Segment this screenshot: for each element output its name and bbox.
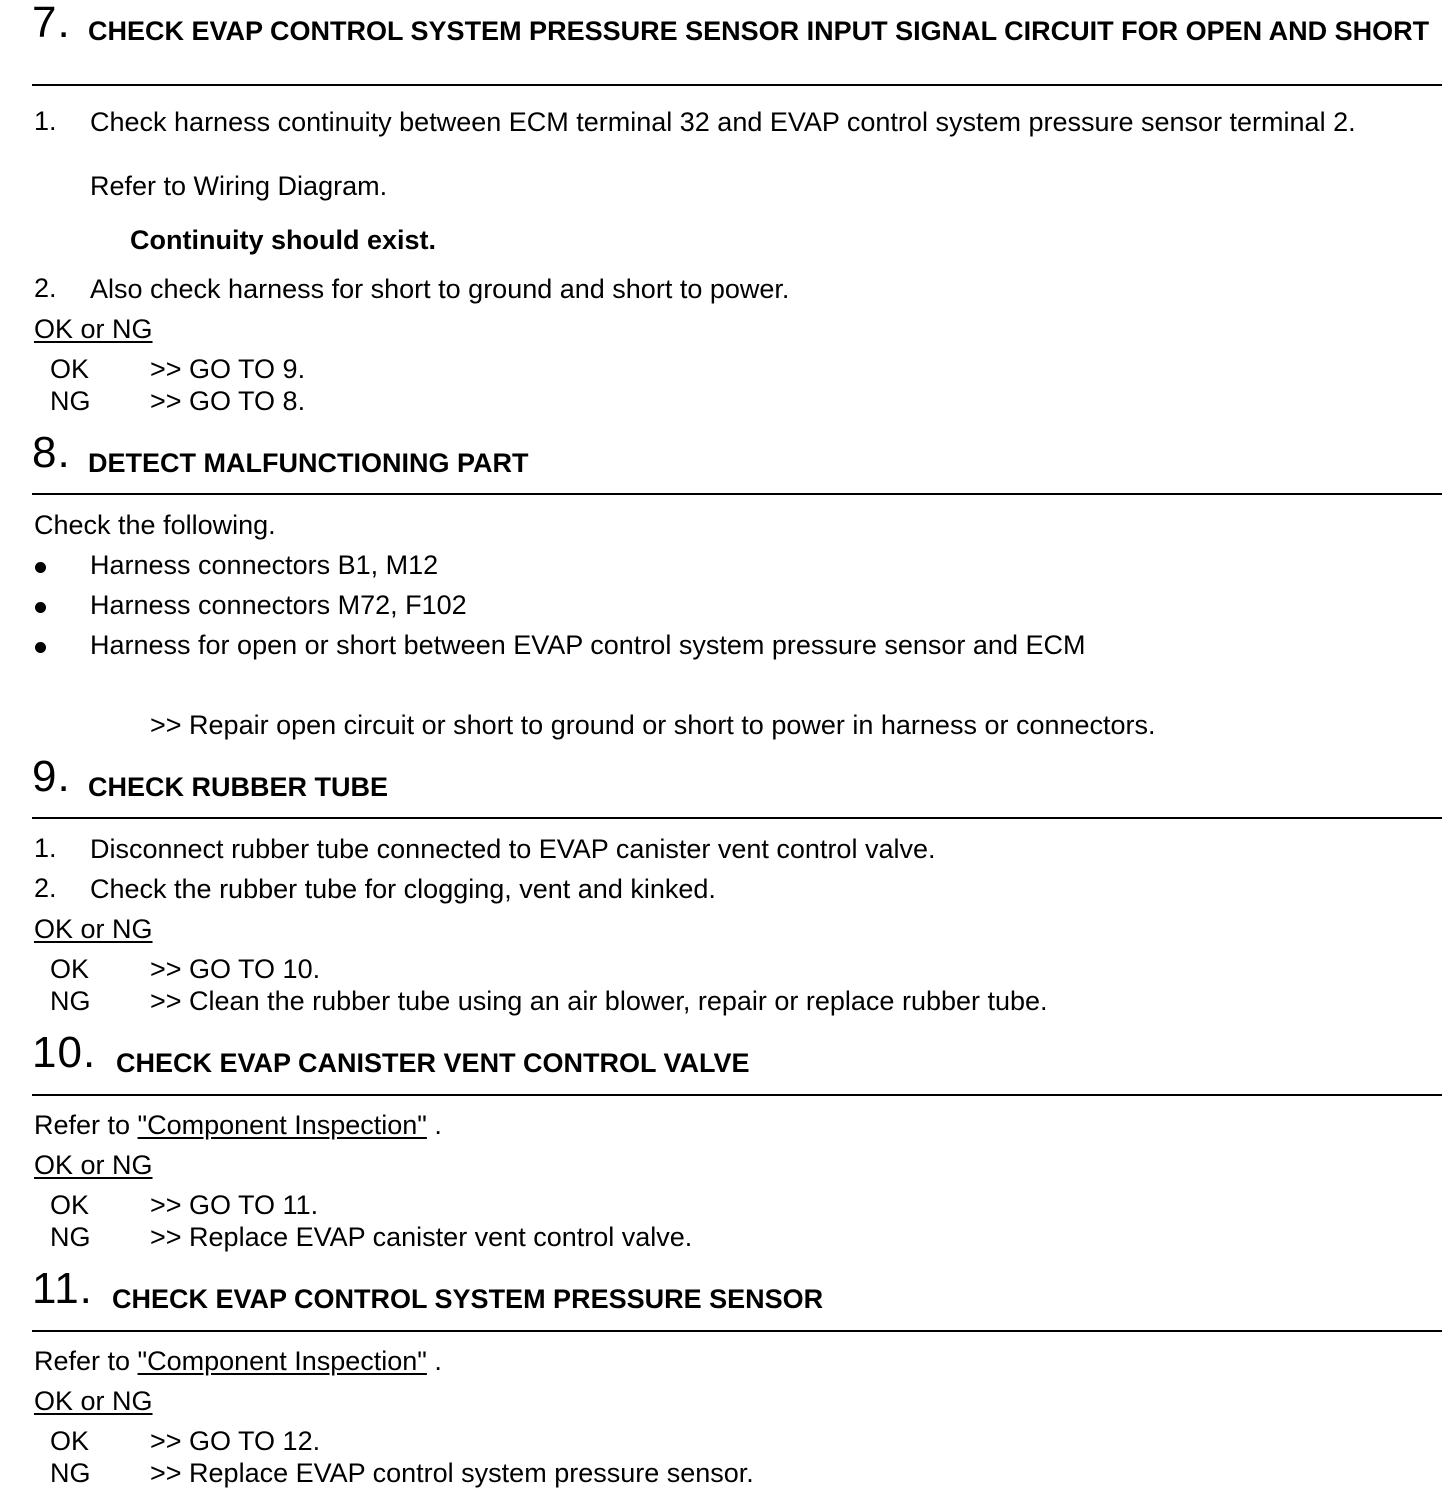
step-11-refer-suffix: . [426, 1346, 442, 1376]
step-7-title: CHECK EVAP CONTROL SYSTEM PRESSURE SENSOR INPUT SIGNAL CIRCUIT FOR OPEN AND SHORT [88, 16, 1430, 46]
step-11-title: CHECK EVAP CONTROL SYSTEM PRESSURE SENSOR [112, 1284, 824, 1314]
step-7-item-2-text: Also check harness for short to ground and short to power. [90, 274, 790, 304]
step-8-bullet-3: Harness for open or short between EVAP control system pressure sensor and ECM [90, 630, 1086, 660]
step-9-item-2-number: 2. [34, 873, 57, 903]
step-11-header [32, 1266, 1442, 1332]
step-8-number: 8. [32, 428, 71, 477]
step-7-item-1-number: 1. [34, 106, 57, 136]
step-9-item-1-text: Disconnect rubber tube connected to EVAP canister vent control valve. [90, 834, 936, 864]
step-8-bullet-1: Harness connectors B1, M12 [90, 550, 439, 580]
step-9-okng-label: OK or NG [34, 914, 153, 944]
step-10-refer [34, 1109, 442, 1141]
step-9-ok-action: >> GO TO 10. [150, 954, 321, 984]
step-9-ok-label: OK [50, 954, 90, 984]
step-8-intro: Check the following. [34, 510, 276, 540]
step-10-ok-label: OK [50, 1190, 90, 1220]
bullet-3 [35, 642, 46, 653]
step-10-component-inspection-link[interactable]: "Component Inspection" [137, 1110, 427, 1140]
step-7-ng-action: >> GO TO 8. [150, 386, 306, 416]
step-11-ng-action: >> Replace EVAP control system pressure sensor. [150, 1458, 754, 1488]
bullet-2 [35, 602, 46, 613]
bullet-1 [35, 562, 46, 573]
step-10-refer-suffix: . [426, 1110, 442, 1140]
step-7-ng-label: NG [50, 386, 91, 416]
step-11-ok-action: >> GO TO 12. [150, 1426, 321, 1456]
step-11-component-inspection-link[interactable]: "Component Inspection" [137, 1346, 427, 1376]
step-8-title: DETECT MALFUNCTIONING PART [88, 448, 529, 478]
step-11-refer [34, 1345, 442, 1377]
step-9-header [32, 754, 1442, 819]
step-8-bullet-2: Harness connectors M72, F102 [90, 590, 467, 620]
step-7-number: 7. [32, 0, 71, 47]
step-10-ng-action: >> Replace EVAP canister vent control valve. [150, 1222, 693, 1252]
step-10-number: 10. [32, 1028, 97, 1077]
step-10-title: CHECK EVAP CANISTER VENT CONTROL VALVE [116, 1048, 750, 1078]
step-10-refer-prefix: Refer to [34, 1110, 138, 1140]
step-7-header [32, 0, 1442, 86]
step-11-number: 11. [32, 1264, 93, 1313]
step-7-item-1-sub: Refer to Wiring Diagram. [90, 171, 388, 201]
step-10-ng-label: NG [50, 1222, 91, 1252]
step-9-title: CHECK RUBBER TUBE [88, 772, 389, 802]
step-10-header [32, 1030, 1442, 1096]
step-7-okng-label: OK or NG [34, 314, 153, 344]
step-9-number: 9. [32, 752, 71, 801]
step-11-refer-prefix: Refer to [34, 1346, 138, 1376]
step-7-item-2-number: 2. [34, 273, 57, 303]
step-9-item-2-text: Check the rubber tube for clogging, vent and kinked. [90, 874, 716, 904]
step-7-item-1-text: Check harness continuity between ECM terminal 32 and EVAP control system pressure sensor terminal 2. [90, 107, 1356, 137]
step-10-ok-action: >> GO TO 11. [150, 1190, 319, 1220]
step-9-ng-label: NG [50, 986, 91, 1016]
step-9-item-1-number: 1. [34, 833, 57, 863]
step-7-ok-action: >> GO TO 9. [150, 354, 306, 384]
step-11-okng-label: OK or NG [34, 1386, 153, 1416]
step-10-okng-label: OK or NG [34, 1150, 153, 1180]
step-9-ng-action: >> Clean the rubber tube using an air blower, repair or replace rubber tube. [150, 986, 1048, 1016]
step-7-ok-label: OK [50, 354, 90, 384]
step-11-ok-label: OK [50, 1426, 90, 1456]
step-8-header [32, 430, 1442, 495]
step-7-emphasis: Continuity should exist. [130, 225, 437, 255]
step-11-ng-label: NG [50, 1458, 91, 1488]
step-8-action: >> Repair open circuit or short to ground or short to power in harness or connectors. [150, 710, 1156, 740]
